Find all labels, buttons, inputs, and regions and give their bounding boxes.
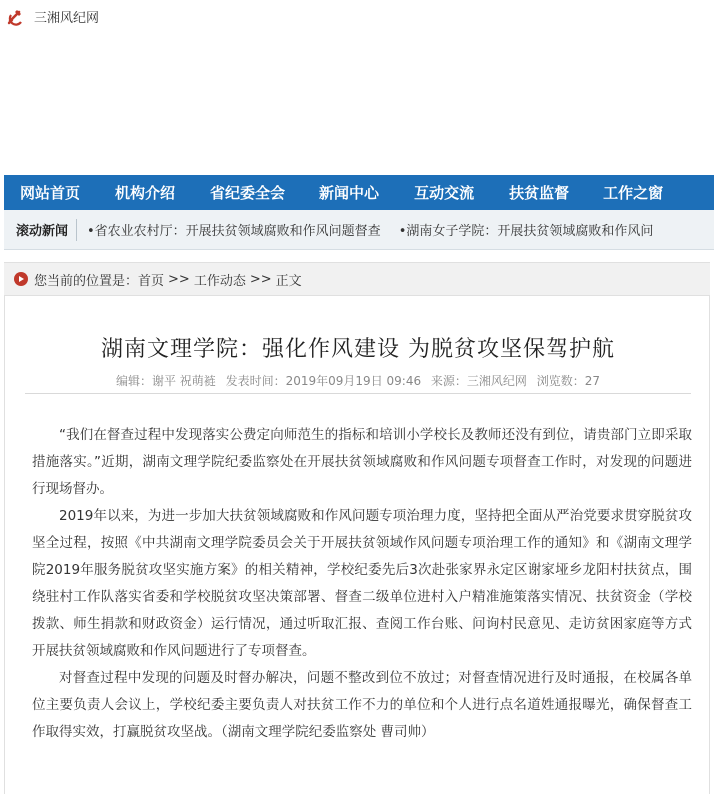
ticker-item[interactable]: •省农业农村厅：开展扶贫领域腐败和作风问题督查 [87,224,381,239]
main-nav [4,175,714,210]
article-meta [5,372,711,389]
breadcrumb-current: 正文 [275,273,302,289]
nav-item-home[interactable]: 网站首页 [20,184,81,202]
article-time: 发表时间：2019年09月19日 09:46 [225,374,422,388]
breadcrumb [4,262,710,296]
ticker-divider [76,219,77,241]
nav-item-news[interactable]: 新闻中心 [319,184,380,202]
site-name[interactable]: 三湘风纪网 [34,10,100,26]
article-paragraph: “我们在督查过程中发现落实公费定向师范生的指标和培训小学校长及教师还没有到位，请贵部门立即采取措施落实。”近期，湖南文理学院纪委监察处在开展扶贫领域腐败和作风问题专项督查工作时，对发现的问题进行现场督办。 [32,427,692,497]
ticker-item[interactable]: •湖南女子学院：开展扶贫领域腐败和作风问 [398,224,654,239]
article-title: 湖南文理学院：强化作风建设 为脱贫攻坚保驾护航 [101,337,615,362]
nav-item-plenary[interactable]: 省纪委全会 [210,184,286,202]
article-paragraph: 2019年以来，为进一步加大扶贫领域腐败和作风问题专项治理力度，坚持把全面从严治党要求贯穿脱贫攻坚全过程，按照《中共湖南文理学院委员会关于开展扶贫领域作风问题专项治理工作的通知》和《湖南文理学院2019年服务脱贫攻坚实施方案》的相关精神，学校纪委先后3次赴张家界永定区谢家垭乡龙阳村扶贫点，围绕驻村工作队落实省委和学校脱贫攻坚决策部署、督查二级单位进村入户精准施策落实情况、扶贫资金（学校拨款、师生捐款和财政资金）运行情况，通过听取汇报、查阅工作台账、问询村民意见、走访贫困家庭等方式开展扶贫领域腐败和作风问题进行了专项督查。 [32,508,692,659]
article-source: 来源：三湘风纪网 [430,374,527,388]
banner [0,32,714,174]
party-emblem-icon [6,6,26,26]
location-bullet-icon [14,272,28,286]
breadcrumb-section[interactable]: 工作动态 [193,273,246,289]
article-body [32,422,692,746]
breadcrumb-home[interactable]: 首页 [138,273,165,289]
nav-item-interaction[interactable]: 互动交流 [414,184,475,202]
top-bar [0,0,714,32]
article-editor: 编辑：谢平 祝萌裢 [115,374,216,388]
nav-item-about[interactable]: 机构介绍 [115,184,176,202]
breadcrumb-separator: >> [249,271,272,287]
meta-divider [25,393,691,394]
breadcrumb-separator: >> [168,271,190,287]
article-paragraph: 对督查过程中发现的问题及时督办解决，问题不整改到位不放过；对督查情况进行及时通报，在校属各单位主要负责人会议上，学校纪委主要负责人对扶贫工作不力的单位和个人进行点名道姓通报曝光，确保督查工作取得实效，打赢脱贫攻坚战。（湖南文理学院纪委监察处 曹司帅） [32,670,692,740]
ticker-items [87,220,671,239]
breadcrumb-prefix: 您当前的位置是： [34,273,139,289]
article-views: 浏览数：27 [536,374,601,388]
news-ticker [4,210,714,250]
nav-item-poverty-supervision[interactable]: 扶贫监督 [509,184,570,202]
article [4,296,710,794]
nav-item-work-window[interactable]: 工作之窗 [603,184,664,202]
ticker-label: 滚动新闻 [16,224,69,239]
